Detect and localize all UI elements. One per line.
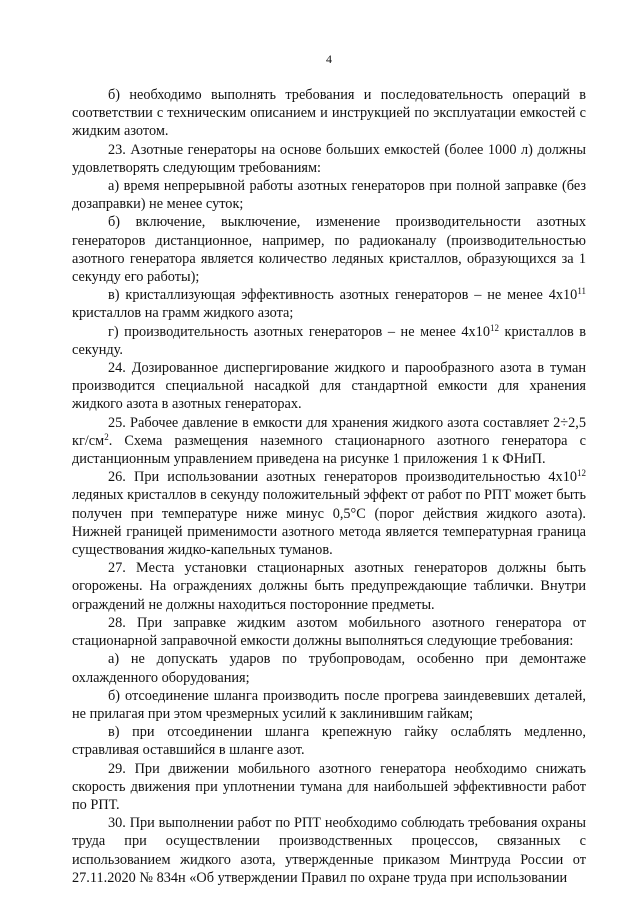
paragraph-30: 30. При выполнении работ по РПТ необходимо соблюдать требования охраны труда при осуществлении производственных процессов, связанных с использованием жидкого азота, утвержденные приказом Минтруда России от 27.11.2020 № 834н «Об утверждении Правил по охране труда при использовании (72, 815, 586, 886)
paragraph-25: 25. Рабочее давление в емкости для хранения жидкого азота составляет 2÷2,5 $кг/см^2$. Схема размещения наземного стационарного азотного генератора с дистанционным управлением приведена на рисунке 1 приложения 1 к ФНиП. (72, 414, 586, 468)
paragraph-27: 27. Места установки стационарных азотных генераторов должны быть огорожены. На ограждениях должны быть предупреждающие таблички. Внутри ограждений не должны находиться посторонние предметы. (72, 560, 586, 613)
paragraph-22b: б) необходимо выполнять требования и последовательность операций в соответствии с техническим описанием и инструкцией по эксплуатации емкостей с жидким азотом. (72, 87, 586, 140)
paragraph-24: 24. Дозированное диспергирование жидкого и парообразного азота в туман производится специальной насадкой для стандартной емкости для хранения жидкого азота в азотных генераторах. (72, 360, 586, 413)
paragraph-28: 28. При заправке жидким азотом мобильного азотного генератора от стационарной заправочной емкости должны выполняться следующие требования: (72, 614, 586, 650)
paragraph-29: 29. При движении мобильного азотного генератора необходимо снижать скорость движения при уплотнении тумана для наибольшей эффективности работ по РПТ. (72, 760, 586, 813)
page-number: 4 (326, 52, 332, 66)
paragraph-23a: а) время непрерывной работы азотных генераторов при полной заправке (без дозаправки) не менее суток; (72, 178, 586, 213)
paragraph-23: 23. Азотные генераторы на основе больших емкостей (более 1000 л) должны удовлетворять следующим требованиям: (72, 141, 586, 176)
document-body (72, 86, 586, 887)
paragraph-28a: а) не допускать ударов по трубопроводам, особенно при демонтаже охлажденного оборудования; (72, 651, 586, 686)
paragraph-23b: б) включение, выключение, изменение производительности азотных генераторов дистанционное, например, по радиоканалу (производительностью азотного генератора является количество ледяных кристаллов, образующихся за 1 секунду его работы); (72, 214, 586, 286)
paragraph-28b: б) отсоединение шланга производить после прогрева заиндевевших деталей, не прилагая при этом чрезмерных усилий к заклинившим гайкам; (72, 687, 586, 722)
paragraph-26: 26. При использовании азотных генераторов производительностью $4х10^{12}$ ледяных кристаллов в секунду положительный эффект от работ по РПТ может быть получен при температуре ниже минус 0,5°С (порог действия жидкого азота). Нижней границей применимости азотного метода является температурная граница существования жидко-капельных туманов. (72, 468, 586, 559)
paragraph-23g: г) производительность азотных генераторов – не менее $4х10^{12}$ кристаллов в секунду. (72, 322, 586, 358)
paragraph-23v: в) кристаллизующая эффективность азотных генераторов – не менее $4х10^{11}$ кристаллов на грамм жидкого азота; (72, 286, 586, 322)
paragraph-28v: в) при отсоединении шланга крепежную гайку ослаблять медленно, стравливая оставшийся в шланге азот. (72, 724, 586, 759)
